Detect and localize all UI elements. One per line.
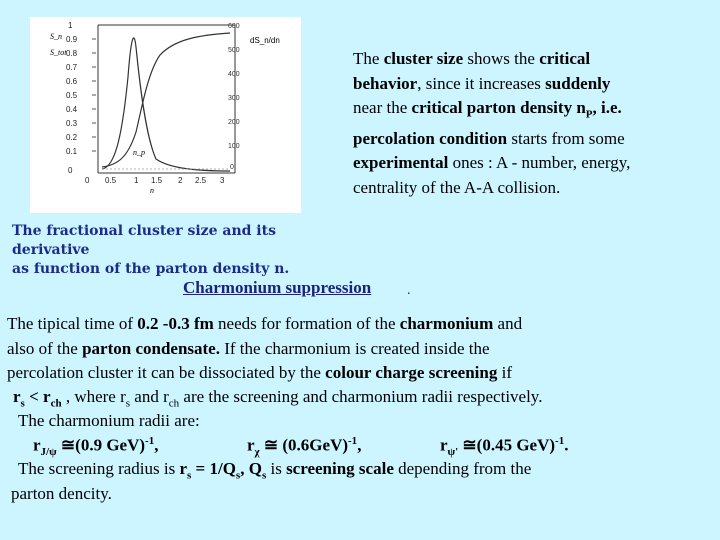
text-line: The cluster size shows the critical [353,49,591,68]
right-tick: 200 [228,119,240,126]
body-line-1: The tipical time of 0.2 -0.3 fm needs for formation of the charmonium and [7,314,523,333]
right-tick: 300 [228,95,240,102]
text-line: near the critical parton density $n_P$, i.e. [353,98,622,121]
left-tick-marks [92,39,96,151]
curve-label-np: n_p [133,148,145,157]
right-ticks [228,23,240,171]
right-tick: 0 [230,164,234,171]
body-line-4: $r_s < r_{ch}$ , where $r_s$ and $r_{ch}$ are the screening and charmonium radii respectively. [13,387,543,410]
x-tick: 1.5 [151,176,163,185]
text-line: experimental ones : A - number, energy, [353,153,631,173]
left-ticks [66,21,78,175]
body-line-2: also of the parton condensate. If the charmonium is created inside the [7,339,490,358]
x-tick: 2.5 [195,176,207,185]
section-title: Charmonium suppression [183,278,372,297]
left-tick: 1 [68,21,73,30]
x-tick: 0 [85,176,90,185]
left-tick: 0.5 [66,91,78,100]
derivative-curve [102,38,230,171]
body-line-3: percolation cluster it can be dissociated by the colour charge screening if [7,363,512,382]
figure-caption [12,222,352,279]
cluster-size-curve [102,33,230,167]
x-axis-label: n [150,186,154,195]
left-axis-label-sn: S_n [50,32,62,41]
left-tick: 0.4 [66,105,78,114]
section-title-dot: . [407,283,411,298]
right-tick: 600 [228,23,240,30]
left-tick: 0.1 [66,147,78,156]
left-axis-label-stot: S_tot [50,48,67,57]
plot-svg [30,17,301,213]
left-tick: 0.7 [66,63,78,72]
right-axis-label: dS_n/dn [250,36,280,45]
body-line-8: parton dencity. [11,484,112,503]
text-line: behavior, since it increases suddenly [353,73,611,93]
x-tick: 0.5 [105,176,117,185]
body-line-6b: $r_\chi$ ≅ $(0.6GeV)^{-1}$, [247,435,362,459]
text-line: centrality of the A-A collision. [353,177,561,197]
right-tick: 500 [228,47,240,54]
right-tick: 400 [228,71,240,78]
cluster-size-explanation [353,47,708,200]
cluster-size-plot [30,17,301,213]
caption-line-2: as function of the parton density n. [12,261,290,277]
x-tick: 2 [178,176,183,185]
body-line-5: The charmonium radii are: [18,411,200,430]
left-tick: 0.8 [66,49,78,58]
left-tick: 0.6 [66,77,78,86]
body-line-6a: $r_{J/\psi}$ ≅(0.9 GeV)$^{-1}$, [33,435,159,459]
x-ticks [85,176,225,185]
x-tick: 3 [220,176,225,185]
x-tick: 1 [134,176,139,185]
left-tick: 0.3 [66,119,78,128]
body-line-7: The screening radius is $r_s = 1/Q_s$, $Q_s$ is screening scale depending from the [18,459,532,482]
body-line-6c: $r_{\psi'}$ ≅(0.45 GeV)$^{-1}$. [440,435,569,459]
left-tick: 0.9 [66,35,78,44]
left-tick: 0.2 [66,133,78,142]
right-tick: 100 [228,143,240,150]
text-line: percolation condition starts from some [353,128,625,148]
left-tick: 0 [68,166,73,175]
caption-line-1: The fractional cluster size and its derivative [12,223,276,258]
